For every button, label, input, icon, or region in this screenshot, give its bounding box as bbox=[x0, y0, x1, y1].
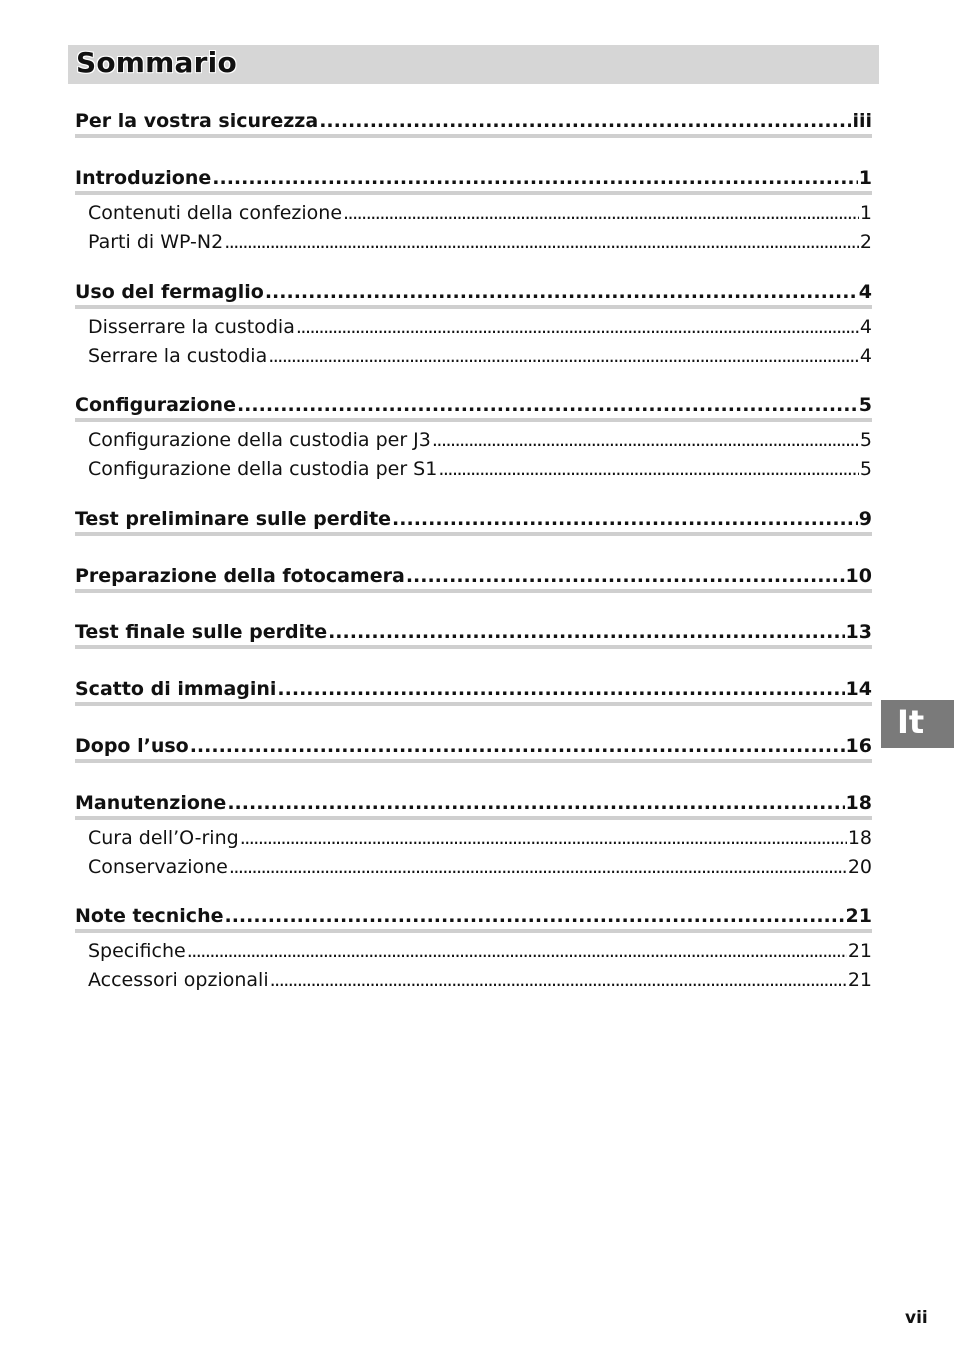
toc-entry-label: Scatto di immagini bbox=[75, 678, 277, 700]
toc-entry-underline bbox=[75, 759, 872, 763]
toc-entry-page: 10 bbox=[845, 565, 872, 587]
toc-entry[interactable] bbox=[75, 167, 872, 189]
toc-entry-underline bbox=[75, 532, 872, 536]
toc-entry-page: 21 bbox=[845, 905, 872, 927]
dot-leader bbox=[265, 281, 858, 303]
toc-entry-label: Preparazione della fotocamera bbox=[75, 565, 405, 587]
toc-subentry[interactable] bbox=[88, 940, 872, 962]
toc-entry[interactable] bbox=[75, 281, 872, 303]
dot-leader bbox=[187, 940, 847, 962]
toc-entry[interactable] bbox=[75, 678, 872, 700]
toc-entry[interactable] bbox=[75, 565, 872, 587]
toc-entry-label: Introduzione bbox=[75, 167, 212, 189]
toc-subentry[interactable] bbox=[88, 856, 872, 878]
toc-subentry-label: Configurazione della custodia per J3 bbox=[88, 429, 431, 451]
dot-leader bbox=[227, 792, 844, 814]
dot-leader bbox=[240, 827, 847, 849]
toc-subentry-label: Contenuti della confezione bbox=[88, 202, 343, 224]
dot-leader bbox=[328, 621, 844, 643]
toc-subentry-page: 5 bbox=[859, 429, 872, 451]
dot-leader bbox=[224, 231, 859, 253]
toc-entry[interactable] bbox=[75, 735, 872, 757]
toc-entry-label: Manutenzione bbox=[75, 792, 227, 814]
toc-entry-underline bbox=[75, 418, 872, 422]
toc-entry-label: Dopo l’uso bbox=[75, 735, 189, 757]
dot-leader bbox=[319, 110, 851, 132]
dot-leader bbox=[237, 394, 858, 416]
toc-subentry-label: Specifiche bbox=[88, 940, 186, 962]
toc-entry[interactable] bbox=[75, 110, 872, 132]
page-number: vii bbox=[905, 1308, 928, 1328]
toc-entry-page: 16 bbox=[845, 735, 872, 757]
toc-subentry-label: Accessori opzionali bbox=[88, 969, 269, 991]
toc-entry-page: 13 bbox=[845, 621, 872, 643]
toc-entry-page: 18 bbox=[845, 792, 872, 814]
dot-leader bbox=[224, 905, 844, 927]
toc-entry-underline bbox=[75, 702, 872, 706]
toc-subentry-label: Parti di WP-N2 bbox=[88, 231, 224, 253]
toc-entry-underline bbox=[75, 816, 872, 820]
toc-subentry-label: Cura dell’O-ring bbox=[88, 827, 239, 849]
toc-subentry[interactable] bbox=[88, 827, 872, 849]
toc-subentry-page: 21 bbox=[847, 940, 872, 962]
toc-entry[interactable] bbox=[75, 394, 872, 416]
toc-entry-underline bbox=[75, 134, 872, 138]
toc-subentry-page: 18 bbox=[847, 827, 872, 849]
toc-entry-label: Configurazione bbox=[75, 394, 236, 416]
toc-subentry[interactable] bbox=[88, 458, 872, 480]
title-bar bbox=[68, 45, 879, 84]
toc-entry-label: Uso del fermaglio bbox=[75, 281, 264, 303]
toc-entry-page: 4 bbox=[858, 281, 872, 303]
dot-leader bbox=[270, 969, 847, 991]
toc-subentry-label: Configurazione della custodia per S1 bbox=[88, 458, 438, 480]
dot-leader bbox=[296, 316, 859, 338]
toc-subentry[interactable] bbox=[88, 316, 872, 338]
toc-subentry-page: 21 bbox=[847, 969, 872, 991]
toc-subentry[interactable] bbox=[88, 202, 872, 224]
toc-entry-page: iii bbox=[852, 110, 872, 132]
toc-entry-label: Note tecniche bbox=[75, 905, 224, 927]
toc-entry-label: Test finale sulle perdite bbox=[75, 621, 328, 643]
toc-entry[interactable] bbox=[75, 792, 872, 814]
toc-entry-underline bbox=[75, 645, 872, 649]
toc-entry-label: Test preliminare sulle perdite bbox=[75, 508, 392, 530]
toc-subentry-label: Disserrare la custodia bbox=[88, 316, 295, 338]
page-title: Sommario bbox=[76, 46, 237, 79]
toc-subentry[interactable] bbox=[88, 345, 872, 367]
toc-subentry[interactable] bbox=[88, 429, 872, 451]
toc-subentry-page: 5 bbox=[859, 458, 872, 480]
toc-entry-page: 5 bbox=[858, 394, 872, 416]
toc-entry-underline bbox=[75, 191, 872, 195]
toc-entry[interactable] bbox=[75, 621, 872, 643]
toc-entry-underline bbox=[75, 589, 872, 593]
toc-entry[interactable] bbox=[75, 508, 872, 530]
dot-leader bbox=[277, 678, 844, 700]
dot-leader bbox=[432, 429, 859, 451]
toc-entry[interactable] bbox=[75, 905, 872, 927]
toc-subentry-page: 1 bbox=[859, 202, 872, 224]
toc-entry-underline bbox=[75, 305, 872, 309]
toc-subentry-page: 4 bbox=[859, 316, 872, 338]
toc-entry-page: 14 bbox=[845, 678, 872, 700]
dot-leader bbox=[343, 202, 859, 224]
toc-entry-page: 1 bbox=[858, 167, 872, 189]
dot-leader bbox=[392, 508, 858, 530]
dot-leader bbox=[268, 345, 859, 367]
toc-entry-label: Per la vostra sicurezza bbox=[75, 110, 319, 132]
dot-leader bbox=[190, 735, 845, 757]
toc-subentry-page: 4 bbox=[859, 345, 872, 367]
toc-entry-page: 9 bbox=[858, 508, 872, 530]
language-tab-label: It bbox=[897, 703, 925, 741]
dot-leader bbox=[438, 458, 859, 480]
language-tab bbox=[881, 700, 954, 748]
toc-entry-underline bbox=[75, 929, 872, 933]
dot-leader bbox=[212, 167, 858, 189]
dot-leader bbox=[229, 856, 847, 878]
toc-subentry-page: 20 bbox=[847, 856, 872, 878]
toc-subentry[interactable] bbox=[88, 231, 872, 253]
toc-subentry-page: 2 bbox=[859, 231, 872, 253]
toc-subentry[interactable] bbox=[88, 969, 872, 991]
toc-subentry-label: Conservazione bbox=[88, 856, 228, 878]
toc-subentry-label: Serrare la custodia bbox=[88, 345, 268, 367]
dot-leader bbox=[406, 565, 845, 587]
